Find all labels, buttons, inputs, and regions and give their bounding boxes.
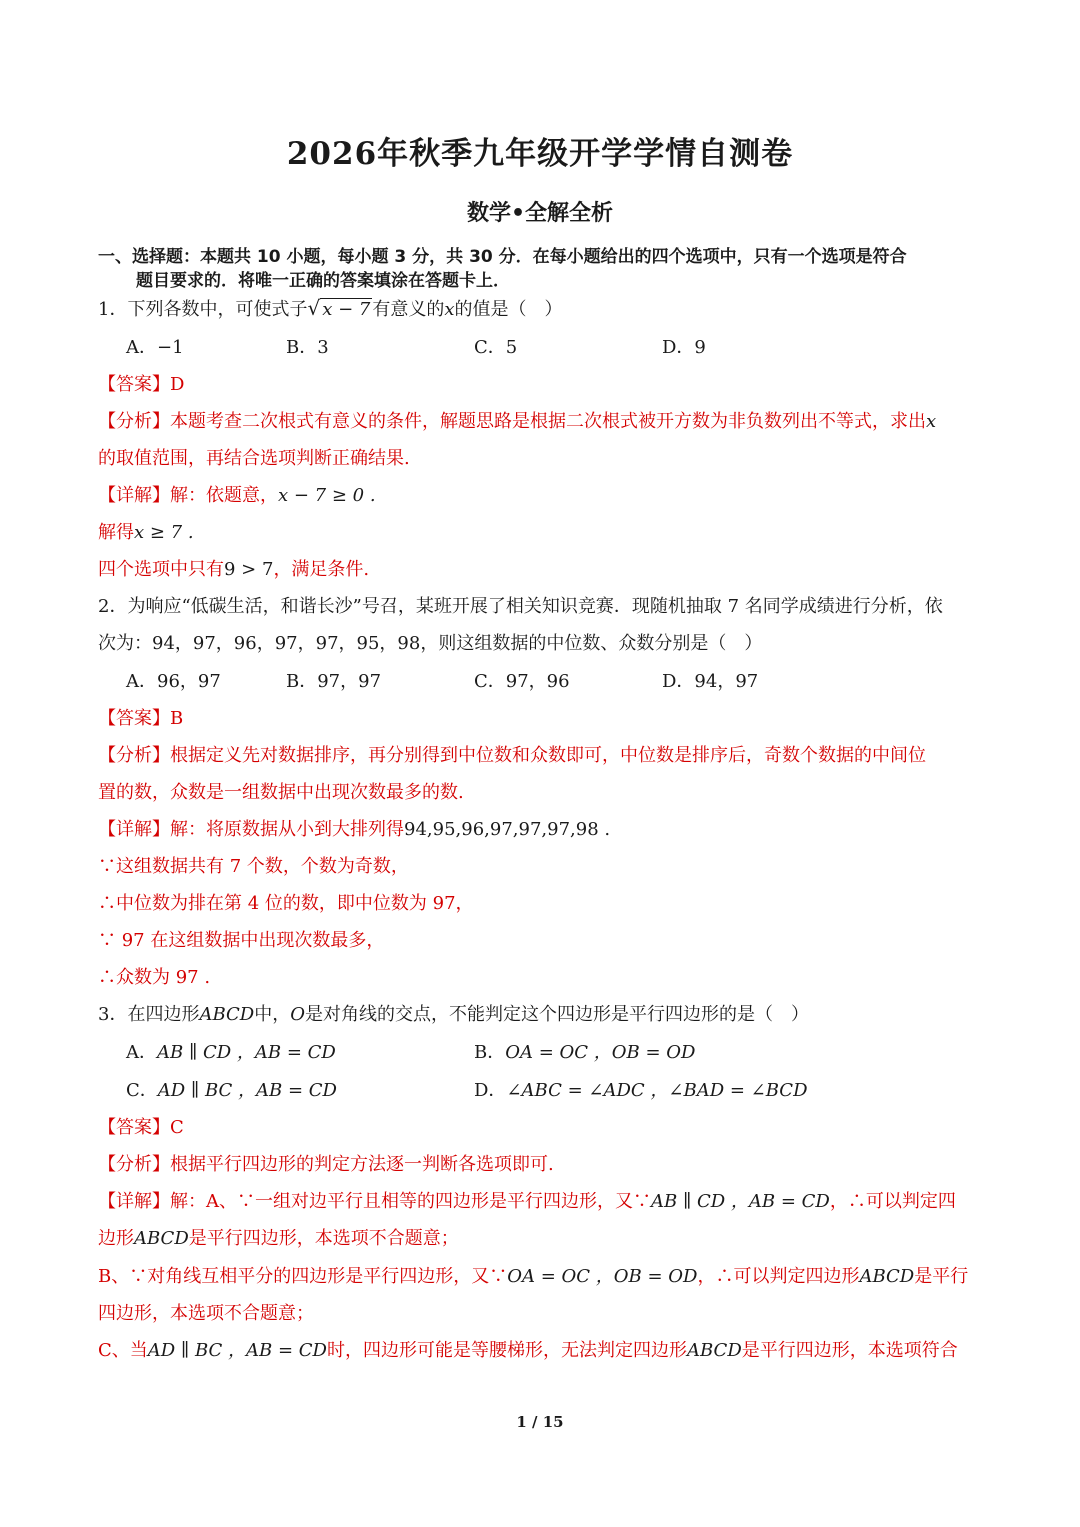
q3-option-b-math: OA = OC ，OB = OD: [505, 1042, 696, 1063]
q1-option-b: B．3: [286, 337, 329, 358]
q3-detail3-math: OA = OC ，OB = OD: [507, 1266, 698, 1287]
q1-stem-suffix: 有意义的: [372, 299, 445, 320]
page-number: 1 / 15: [516, 1413, 564, 1431]
q2-analysis-line1: 【分析】根据定义先对数据排序，再分别得到中位数和众数即可，中位数是排序后，奇数个数据的中间位: [98, 745, 926, 766]
q2-option-a: A．96，97: [126, 671, 221, 692]
q3-detail2-b: 是平行四边形，本选项不合题意；: [188, 1228, 459, 1249]
q3-option-a-label: A．: [126, 1042, 157, 1063]
q1-detail3-math: 9 > 7: [224, 559, 274, 580]
q3-stem-abcd: ABCD: [199, 1004, 255, 1025]
q1-analysis-variable: x: [926, 411, 937, 432]
q1-detail-line3: [98, 559, 982, 581]
q3-option-b-label: B．: [474, 1042, 506, 1063]
q2-analysis-line2: 置的数，众数是一组数据中出现次数最多的数.: [98, 782, 464, 803]
q1-analysis-text: 【分析】本题考查二次根式有意义的条件，解题思路是根据二次根式被开方数为非负数列出不等式，求出: [98, 411, 926, 432]
q3-detail1-math: AB ∥ CD ，AB = CD: [651, 1191, 830, 1212]
q1-analysis-line2: 的取值范围，再结合选项判断正确结果.: [98, 448, 410, 469]
q3-option-a: [126, 1042, 336, 1064]
q3-stem-o: O: [290, 1004, 305, 1025]
q3-detail3-c: 是平行: [914, 1266, 969, 1287]
q2-option-b: B．97，97: [286, 671, 382, 692]
q3-detail3-math2: ABCD: [859, 1266, 915, 1287]
q2-option-c: C．97，96: [474, 671, 570, 692]
q2-detail-line5: ∴众数为 97 .: [98, 967, 211, 988]
q3-answer: 【答案】C: [98, 1117, 184, 1138]
q3-option-b: [474, 1042, 695, 1064]
q2-option-d: D．94，97: [662, 671, 759, 692]
q3-detail-line3: [98, 1266, 982, 1288]
section-heading-line1: 一、选择题：本题共 10 小题，每小题 3 分，共 30 分．在每小题给出的四个选项中，只有一个选项是符合: [98, 247, 907, 267]
q1-option-d: D．9: [662, 337, 706, 358]
q1-detail3-end: ，满足条件.: [273, 559, 370, 580]
q3-detail1-b: ，∴可以判定四: [829, 1191, 956, 1212]
q2-detail-line3: ∴中位数为排在第 4 位的数，即中位数为 97，: [98, 893, 474, 914]
q3-stem-c: 是对角线的交点，不能判定这个四边形是平行四边形的是（ ）: [304, 1004, 809, 1025]
q3-stem-a: 3．在四边形: [98, 1004, 200, 1025]
q1-option-a: A．−1: [126, 337, 184, 358]
q2-stem-line1: 2．为响应“低碳生活，和谐长沙”号召，某班开展了相关知识竞赛．现随机抽取 7 名同学成绩进行分析，依: [98, 596, 943, 617]
q1-option-c: C．5: [474, 337, 518, 358]
q3-detail2-a: 边形: [98, 1228, 134, 1249]
q3-option-c-math: AD ∥ BC ，AB = CD: [157, 1080, 337, 1101]
q2-detail1-text: 【详解】解：将原数据从小到大排列得: [98, 819, 404, 840]
q3-detail5-a: C、当: [98, 1340, 148, 1361]
q3-detail-line4: 四边形，本选项不合题意；: [98, 1303, 314, 1324]
q2-stem-line2: 次为：94，97，96，97，97，95，98，则这组数据的中位数、众数分别是（ ）: [98, 633, 763, 654]
q3-detail-line1: [98, 1191, 982, 1213]
q3-detail5-math: AD ∥ BC ，AB = CD: [147, 1340, 327, 1361]
q3-detail3-b: ，∴可以判定四边形: [697, 1266, 860, 1287]
q2-detail-line4: ∵ 97 在这组数据中出现次数最多，: [98, 930, 385, 951]
q3-option-c-label: C．: [126, 1080, 158, 1101]
q3-stem-b: 中，: [254, 1004, 291, 1025]
q1-detail3-text: 四个选项中只有: [98, 559, 224, 580]
sqrt-symbol: √: [307, 296, 321, 320]
q1-answer: 【答案】D: [98, 374, 185, 395]
q1-detail-math: x − 7 ≥ 0 .: [278, 485, 376, 506]
q3-option-d-label: D．: [474, 1080, 507, 1101]
q3-analysis: 【分析】根据平行四边形的判定方法逐一判断各选项即可.: [98, 1154, 554, 1175]
q3-option-a-math: AB ∥ CD ，AB = CD: [157, 1042, 336, 1063]
q1-detail2-text: 解得: [98, 522, 134, 543]
q1-detail-line2: [98, 522, 982, 544]
q3-option-c: [126, 1080, 337, 1102]
q3-detail-line5: [98, 1340, 982, 1362]
q3-detail5-b: 时，四边形可能是等腰梯形，无法判定四边形: [326, 1340, 687, 1361]
q3-option-d: [474, 1080, 808, 1102]
q1-radicand: x − 7: [322, 299, 371, 320]
q2-detail-line2: ∵这组数据共有 7 个数，个数为奇数，: [98, 856, 409, 877]
q3-detail1-a: 【详解】解：A、∵一组对边平行且相等的四边形是平行四边形，又∵: [98, 1191, 651, 1212]
q3-option-d-math: ∠ABC = ∠ADC ，∠BAD = ∠BCD: [506, 1080, 808, 1101]
q3-detail-line2: [98, 1228, 982, 1250]
q1-detail2-math: x ≥ 7 .: [134, 522, 194, 543]
q3-stem: [98, 1004, 982, 1026]
q3-detail2-math: ABCD: [134, 1228, 189, 1249]
q1-detail-line1: [98, 485, 982, 507]
q1-stem-end: 的值是（ ）: [454, 299, 563, 320]
q1-variable: x: [444, 299, 455, 320]
q2-detail1-math: 94,95,96,97,97,97,98 .: [404, 819, 611, 840]
q3-detail5-c: 是平行四边形，本选项符合: [741, 1340, 958, 1361]
q1-analysis-line1: [98, 411, 982, 433]
page-title: 2026年秋季九年级开学学情自测卷: [286, 136, 794, 172]
q2-answer: 【答案】B: [98, 708, 184, 729]
page-subtitle: 数学•全解全析: [466, 201, 614, 226]
q3-detail5-math2: ABCD: [686, 1340, 742, 1361]
q3-detail3-a: B、∵对角线互相平分的四边形是平行四边形，又∵: [98, 1266, 508, 1287]
q1-stem: [98, 297, 982, 321]
section-heading-line2: 题目要求的．将唯一正确的答案填涂在答题卡上．: [136, 271, 510, 291]
q1-stem-prefix: 1．下列各数中，可使式子: [98, 299, 308, 320]
q1-detail-label: 【详解】解：依题意，: [98, 485, 278, 506]
q2-detail-line1: [98, 819, 982, 841]
